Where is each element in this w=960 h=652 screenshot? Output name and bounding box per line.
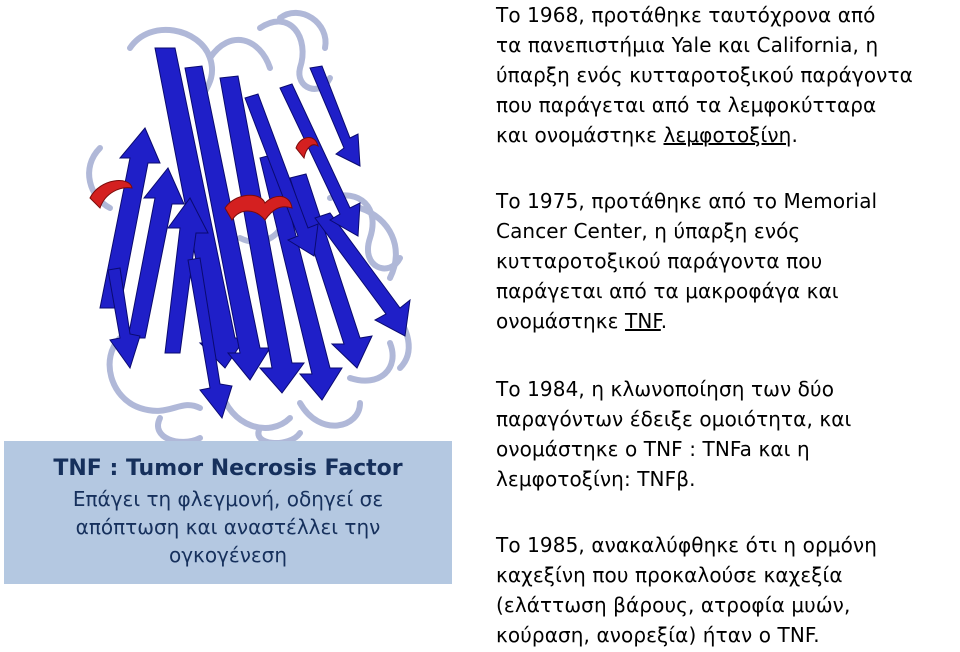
text-line: (ελάττωση βάρους, ατροφία μυών, [496,593,851,617]
text-line: καχεξίνη που προκαλούσε καχεξία [496,563,843,587]
text-line: λεμφοτοξίνη: TNFβ. [496,467,696,491]
text-line: παραγόντων έδειξε ομοιότητα, και [496,407,852,431]
text-line: τα πανεπιστήμια Yale και California, η [496,33,879,57]
caption-box [4,441,452,584]
text-line: παράγεται από τα μακροφάγα και [496,279,839,303]
paragraph-1985 [496,530,956,650]
text-line: κούραση, ανορεξία) ήταν ο TNF. [496,623,820,647]
text-line: Cancer Center, η ύπαρξη ενός [496,219,801,243]
text-fragment: . [791,123,798,147]
text-line: που παράγεται από τα λεμφοκύτταρα [496,93,877,117]
caption-line-1: Επάγει τη φλεγμονή, οδηγεί σε [72,487,384,511]
paragraph-1975 [496,186,956,336]
text-line: Το 1968, προτάθηκε ταυτόχρονα από [496,3,876,27]
text-line [496,120,956,150]
text-line: Το 1975, προτάθηκε από το Memorial [496,189,878,213]
protein-beta-strands [100,48,410,418]
text-line: ονομάστηκε ο TNF : TNFa και η [496,437,810,461]
paragraph-1984 [496,374,956,494]
text-fragment: . [660,309,668,333]
caption-title: TNF : Tumor Necrosis Factor [53,456,403,481]
text-line: κυτταροτοξικού παράγοντα που [496,249,823,273]
text-line: Το 1984, η κλωνοποίηση των δύο [496,377,835,401]
text-line: ύπαρξη ενός κυτταροτοξικού παράγοντα [496,63,913,87]
term-tnf: TNF [625,309,661,333]
text-fragment: και ονομάστηκε [496,123,664,147]
text-fragment: ονομάστηκε [496,309,626,333]
caption-line-2: απόπτωση και αναστέλλει την [75,515,381,539]
paragraph-1968 [496,0,956,150]
text-line [496,306,956,336]
tnf-protein-structure-image [60,8,460,448]
term-lymphotoxin: λεμφοτοξίνη [663,123,792,147]
caption-line-3: ογκογένεση [168,543,288,567]
text-line: Το 1985, ανακαλύφθηκε ότι η ορμόνη [496,533,877,557]
